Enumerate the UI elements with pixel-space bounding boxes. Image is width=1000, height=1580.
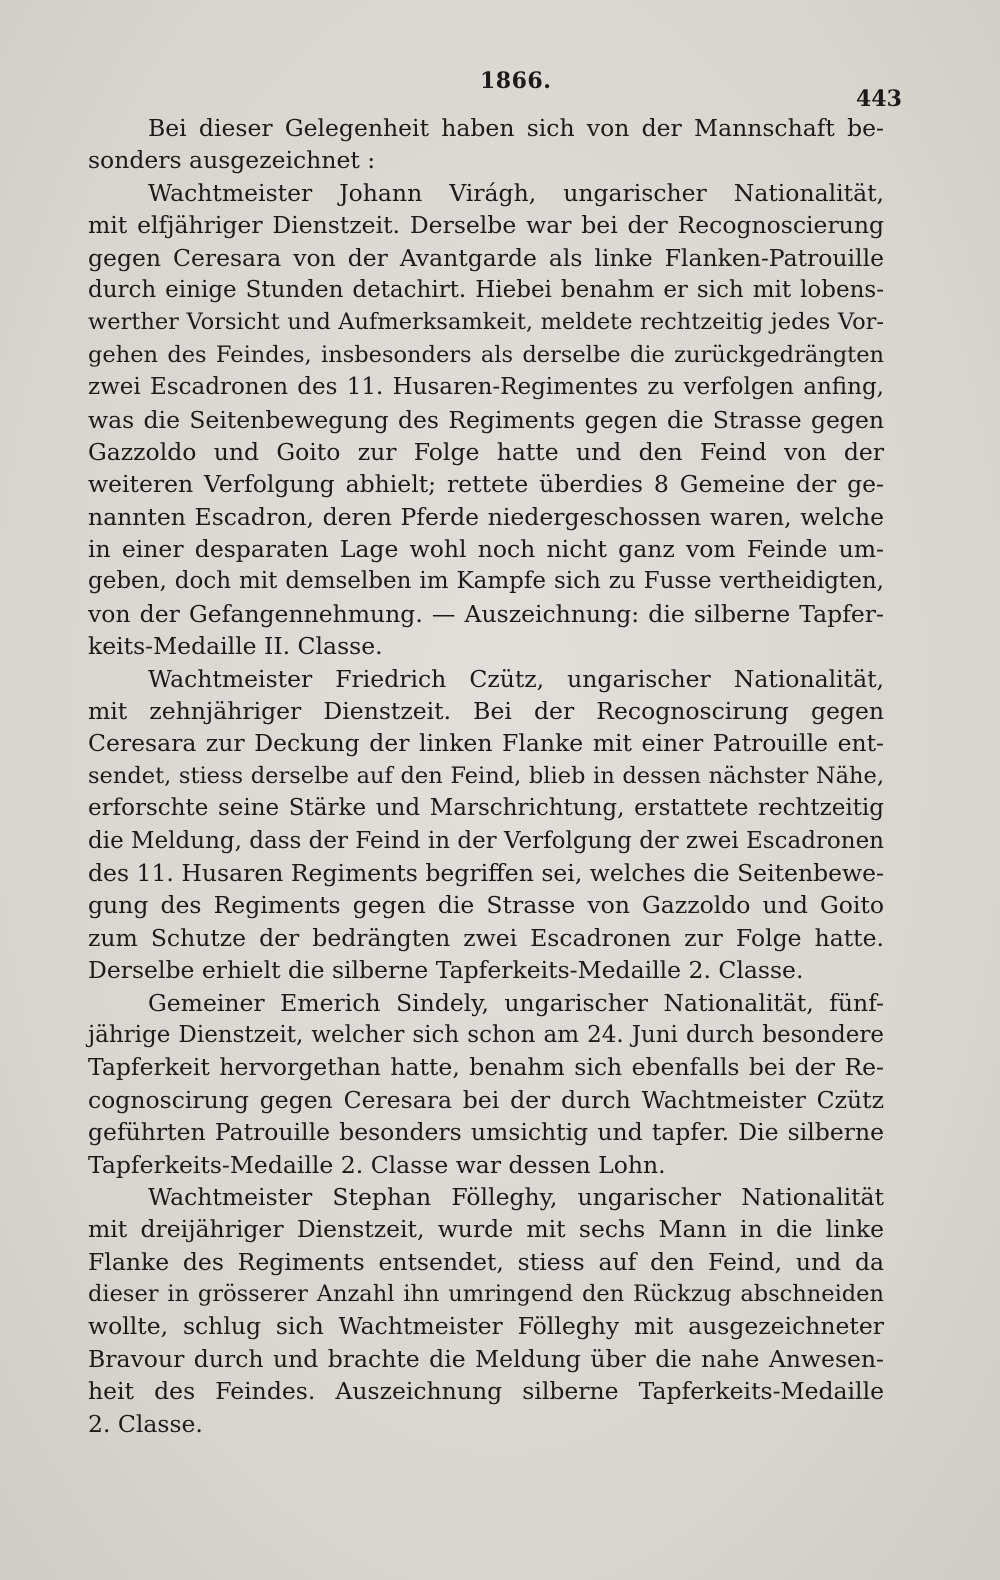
text-line: Gazzoldo und Goito zur Folge hatte und den Feind von der — [88, 437, 884, 466]
text-line: in einer desparaten Lage wohl noch nicht ganz vom Feinde um- — [88, 535, 884, 564]
running-head — [0, 68, 1000, 112]
text-line: zum Schutze der bedrängten zwei Escadronen zur Folge hatte. — [88, 923, 884, 952]
text-line: jährige Dienstzeit, welcher sich schon am 24. Juni durch besondere — [88, 1021, 884, 1048]
text-line: dieser in grösserer Anzahl ihn umringend den Rückzug abschneiden — [88, 1281, 884, 1308]
text-line: gehen des Feindes, insbesonders als derselbe die zurückgedrängten — [88, 341, 884, 368]
text-line: sendet, stiess derselbe auf den Feind, blieb in dessen nächster Nähe, — [88, 762, 884, 789]
text-line: durch einige Stunden detachirt. Hiebei benahm er sich mit lobens- — [88, 276, 884, 303]
header-year: 1866. — [480, 68, 552, 94]
text-line: des 11. Husaren Regiments begriffen sei, welches die Seitenbewe- — [88, 858, 884, 887]
text-line: Tapferkeits-Medaille 2. Classe war dessen Lohn. — [88, 1150, 666, 1179]
text-line: Gemeiner Emerich Sindely, ungarischer Nationalität, fünf- — [148, 988, 884, 1017]
text-line: Wachtmeister Johann Virágh, ungarischer Nationalität, — [148, 178, 884, 207]
text-line: gung des Regiments gegen die Strasse von Gazzoldo und Goito — [88, 891, 884, 920]
text-line: zwei Escadronen des 11. Husaren-Regimentes zu verfolgen anfing, — [88, 374, 884, 401]
text-line: geführten Patrouille besonders umsichtig und tapfer. Die silberne — [88, 1118, 884, 1147]
text-line: mit elfjähriger Dienstzeit. Derselbe war bei der Recognoscierung — [88, 211, 884, 240]
text-line: keits-Medaille II. Classe. — [88, 632, 383, 661]
paragraph — [88, 1181, 884, 1440]
page-number: 443 — [856, 86, 902, 112]
text-line: mit dreijähriger Dienstzeit, wurde mit sechs Mann in die linke — [88, 1215, 884, 1244]
text-line: nannten Escadron, deren Pferde niedergeschossen waren, welche — [88, 502, 884, 531]
text-line: sonders ausgezeichnet : — [88, 146, 376, 175]
text-line: weiteren Verfolgung abhielt; rettete überdies 8 Gemeine der ge- — [88, 470, 884, 499]
text-line: von der Gefangennehmung. — Auszeichnung: die silberne Tapfer- — [88, 599, 884, 628]
text-line: geben, doch mit demselben im Kampfe sich zu Fusse vertheidigten, — [88, 568, 884, 595]
text-line: was die Seitenbewegung des Regiments gegen die Strasse gegen — [88, 405, 884, 434]
text-line: Wachtmeister Friedrich Czütz, ungarischer Nationalität, — [148, 664, 884, 693]
text-line: Ceresara zur Deckung der linken Flanke mit einer Patrouille ent- — [88, 729, 884, 758]
text-line: gegen Ceresara von der Avantgarde als linke Flanken-Patrouille — [88, 243, 884, 272]
paragraph — [88, 112, 884, 177]
text-line: Wachtmeister Stephan Fölleghy, ungarischer Nationalität — [148, 1182, 884, 1211]
text-line: die Meldung, dass der Feind in der Verfolgung der zwei Escadronen — [88, 827, 884, 854]
text-line: Tapferkeit hervorgethan hatte, benahm sich ebenfalls bei der Re- — [88, 1053, 884, 1082]
text-line: cognoscirung gegen Ceresara bei der durch Wachtmeister Czütz — [88, 1085, 884, 1114]
text-line: mit zehnjähriger Dienstzeit. Bei der Recognoscirung gegen — [88, 697, 884, 726]
text-line: werther Vorsicht und Aufmerksamkeit, meldete rechtzeitig jedes Vor- — [88, 309, 884, 336]
paragraph — [88, 987, 884, 1181]
paragraph — [88, 663, 884, 987]
text-line: 2. Classe. — [88, 1409, 203, 1438]
text-line: Bei dieser Gelegenheit haben sich von der Mannschaft be- — [148, 114, 884, 142]
text-line: erforschte seine Stärke und Marschrichtung, erstattete rechtzeitig — [88, 795, 884, 822]
text-line: Derselbe erhielt die silberne Tapferkeits-Medaille 2. Classe. — [88, 956, 804, 985]
text-line: heit des Feindes. Auszeichnung silberne Tapferkeits-Medaille — [88, 1377, 884, 1406]
body-text — [88, 112, 884, 1440]
text-line: Bravour durch und brachte die Meldung über die nahe Anwesen- — [88, 1344, 884, 1373]
text-line: Flanke des Regiments entsendet, stiess auf den Feind, und da — [88, 1247, 884, 1276]
text-line: wollte, schlug sich Wachtmeister Fölleghy mit ausgezeichneter — [88, 1312, 884, 1341]
paragraph — [88, 177, 884, 663]
